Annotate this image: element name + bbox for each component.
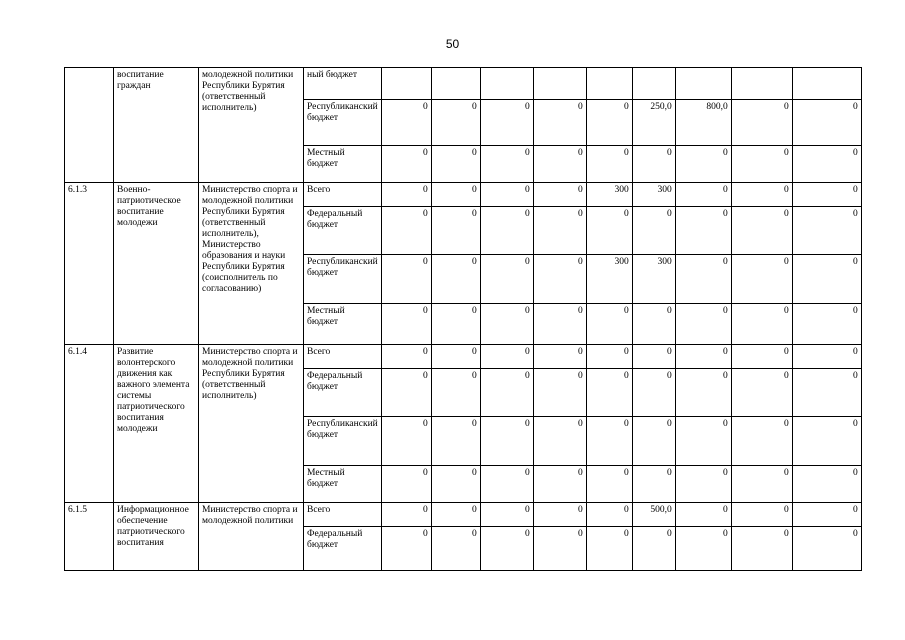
budget-value: 0 bbox=[381, 183, 431, 207]
budget-value: 0 bbox=[632, 207, 675, 255]
funding-source: Всего bbox=[304, 503, 382, 527]
budget-value: 0 bbox=[632, 466, 675, 503]
budget-value: 0 bbox=[586, 466, 632, 503]
budget-value: 0 bbox=[675, 345, 731, 369]
budget-value: 0 bbox=[431, 146, 480, 183]
budget-value: 0 bbox=[675, 417, 731, 466]
funding-source: Федеральный бюджет bbox=[304, 207, 382, 255]
budget-value: 0 bbox=[586, 417, 632, 466]
budget-value: 0 bbox=[792, 527, 861, 571]
budget-value: 0 bbox=[731, 503, 792, 527]
budget-table bbox=[64, 67, 862, 571]
budget-value: 0 bbox=[792, 207, 861, 255]
budget-value: 0 bbox=[533, 207, 586, 255]
budget-value: 0 bbox=[533, 345, 586, 369]
budget-value: 0 bbox=[431, 466, 480, 503]
budget-value: 0 bbox=[381, 255, 431, 304]
budget-value: 0 bbox=[533, 146, 586, 183]
budget-value: 0 bbox=[533, 255, 586, 304]
budget-value: 0 bbox=[792, 100, 861, 146]
budget-value: 0 bbox=[792, 183, 861, 207]
budget-value: 0 bbox=[632, 527, 675, 571]
funding-source: Республиканский бюджет bbox=[304, 100, 382, 146]
budget-value: 0 bbox=[480, 466, 533, 503]
budget-value: 0 bbox=[480, 527, 533, 571]
budget-value: 0 bbox=[431, 100, 480, 146]
budget-value: 300 bbox=[632, 183, 675, 207]
budget-value: 0 bbox=[586, 207, 632, 255]
item-name: Военно-патриотическое воспитание молодежи bbox=[114, 183, 199, 345]
table-row bbox=[65, 345, 862, 369]
funding-source: ный бюджет bbox=[304, 68, 382, 100]
budget-value: 0 bbox=[381, 466, 431, 503]
budget-value: 0 bbox=[431, 369, 480, 417]
budget-value: 0 bbox=[381, 345, 431, 369]
budget-value bbox=[792, 68, 861, 100]
funding-source: Федеральный бюджет bbox=[304, 527, 382, 571]
budget-value: 0 bbox=[431, 304, 480, 345]
item-name: Развитие волонтерского движения как важного элемента системы патриотического воспитания молодежи bbox=[114, 345, 199, 503]
budget-value: 0 bbox=[675, 207, 731, 255]
table-row bbox=[65, 503, 862, 527]
budget-value bbox=[480, 68, 533, 100]
budget-value: 0 bbox=[675, 146, 731, 183]
budget-value: 0 bbox=[632, 146, 675, 183]
budget-value: 0 bbox=[533, 466, 586, 503]
budget-value: 0 bbox=[431, 527, 480, 571]
budget-value: 0 bbox=[586, 503, 632, 527]
budget-value: 300 bbox=[632, 255, 675, 304]
budget-value: 0 bbox=[731, 207, 792, 255]
item-executor: Министерство спорта и молодежной политики Республики Бурятия (ответственный исполнитель), Министерство образования и науки Республики Бурятия (соисполнитель по согласованию) bbox=[199, 183, 304, 345]
budget-value: 0 bbox=[480, 345, 533, 369]
budget-value: 0 bbox=[675, 183, 731, 207]
budget-value: 0 bbox=[381, 503, 431, 527]
budget-value: 0 bbox=[381, 100, 431, 146]
budget-value: 0 bbox=[792, 345, 861, 369]
budget-value: 0 bbox=[431, 183, 480, 207]
budget-value: 0 bbox=[675, 255, 731, 304]
budget-value: 0 bbox=[586, 100, 632, 146]
budget-value: 0 bbox=[731, 100, 792, 146]
budget-value bbox=[381, 68, 431, 100]
budget-value: 0 bbox=[533, 100, 586, 146]
budget-value: 0 bbox=[586, 304, 632, 345]
budget-value: 0 bbox=[731, 527, 792, 571]
item-executor: молодежной политики Республики Бурятия (ответственный исполнитель) bbox=[199, 68, 304, 183]
budget-value: 0 bbox=[533, 304, 586, 345]
budget-value: 0 bbox=[731, 255, 792, 304]
budget-value: 0 bbox=[632, 369, 675, 417]
item-executor: Министерство спорта и молодежной политики Республики Бурятия (ответственный исполнитель) bbox=[199, 345, 304, 503]
budget-value: 0 bbox=[381, 527, 431, 571]
budget-value: 0 bbox=[480, 183, 533, 207]
budget-value: 0 bbox=[431, 255, 480, 304]
budget-value: 300 bbox=[586, 255, 632, 304]
budget-value: 0 bbox=[792, 417, 861, 466]
budget-value: 0 bbox=[381, 417, 431, 466]
table-row bbox=[65, 183, 862, 207]
item-executor: Министерство спорта и молодежной политики bbox=[199, 503, 304, 571]
budget-value: 0 bbox=[731, 146, 792, 183]
page-number: 50 bbox=[445, 37, 460, 51]
budget-value: 250,0 bbox=[632, 100, 675, 146]
item-number bbox=[65, 68, 114, 183]
item-number: 6.1.4 bbox=[65, 345, 114, 503]
budget-value: 0 bbox=[675, 503, 731, 527]
budget-value: 0 bbox=[586, 369, 632, 417]
item-name: Информационное обеспечение патриотического воспитания bbox=[114, 503, 199, 571]
budget-value: 0 bbox=[480, 146, 533, 183]
budget-value bbox=[632, 68, 675, 100]
budget-value: 0 bbox=[731, 304, 792, 345]
budget-value bbox=[533, 68, 586, 100]
funding-source: Местный бюджет bbox=[304, 466, 382, 503]
funding-source: Всего bbox=[304, 183, 382, 207]
table-row bbox=[65, 68, 862, 100]
budget-value: 0 bbox=[792, 466, 861, 503]
item-name: воспитание граждан bbox=[114, 68, 199, 183]
funding-source: Всего bbox=[304, 345, 382, 369]
budget-value: 0 bbox=[792, 304, 861, 345]
budget-value: 0 bbox=[431, 417, 480, 466]
item-number: 6.1.5 bbox=[65, 503, 114, 571]
budget-value: 800,0 bbox=[675, 100, 731, 146]
funding-source: Республиканский бюджет bbox=[304, 417, 382, 466]
budget-value: 0 bbox=[632, 417, 675, 466]
budget-value: 0 bbox=[431, 207, 480, 255]
budget-value: 0 bbox=[792, 503, 861, 527]
budget-value: 0 bbox=[480, 503, 533, 527]
budget-value: 0 bbox=[431, 503, 480, 527]
budget-value: 0 bbox=[533, 527, 586, 571]
budget-value: 0 bbox=[675, 466, 731, 503]
budget-value bbox=[431, 68, 480, 100]
budget-value: 0 bbox=[731, 369, 792, 417]
budget-value: 0 bbox=[586, 146, 632, 183]
budget-value: 0 bbox=[792, 369, 861, 417]
budget-value: 0 bbox=[632, 304, 675, 345]
budget-value: 0 bbox=[480, 417, 533, 466]
budget-value: 0 bbox=[480, 255, 533, 304]
budget-value: 0 bbox=[381, 146, 431, 183]
budget-value: 0 bbox=[533, 183, 586, 207]
budget-value: 500,0 bbox=[632, 503, 675, 527]
budget-value: 0 bbox=[533, 369, 586, 417]
budget-value: 0 bbox=[480, 100, 533, 146]
budget-value: 300 bbox=[586, 183, 632, 207]
budget-value bbox=[731, 68, 792, 100]
budget-value: 0 bbox=[731, 417, 792, 466]
funding-source: Местный бюджет bbox=[304, 304, 382, 345]
budget-value: 0 bbox=[533, 417, 586, 466]
budget-value: 0 bbox=[675, 304, 731, 345]
budget-value: 0 bbox=[731, 183, 792, 207]
budget-value: 0 bbox=[731, 466, 792, 503]
item-number: 6.1.3 bbox=[65, 183, 114, 345]
budget-value: 0 bbox=[586, 527, 632, 571]
budget-value: 0 bbox=[533, 503, 586, 527]
funding-source: Местный бюджет bbox=[304, 146, 382, 183]
budget-value: 0 bbox=[381, 207, 431, 255]
budget-value: 0 bbox=[675, 369, 731, 417]
budget-value: 0 bbox=[431, 345, 480, 369]
budget-value: 0 bbox=[480, 207, 533, 255]
funding-source: Республиканский бюджет bbox=[304, 255, 382, 304]
budget-value: 0 bbox=[381, 369, 431, 417]
budget-value bbox=[675, 68, 731, 100]
budget-value: 0 bbox=[731, 345, 792, 369]
budget-value: 0 bbox=[586, 345, 632, 369]
budget-value: 0 bbox=[480, 369, 533, 417]
budget-value: 0 bbox=[480, 304, 533, 345]
budget-value: 0 bbox=[632, 345, 675, 369]
budget-value: 0 bbox=[381, 304, 431, 345]
funding-source: Федеральный бюджет bbox=[304, 369, 382, 417]
budget-value: 0 bbox=[792, 146, 861, 183]
budget-value: 0 bbox=[792, 255, 861, 304]
budget-value: 0 bbox=[675, 527, 731, 571]
budget-value bbox=[586, 68, 632, 100]
